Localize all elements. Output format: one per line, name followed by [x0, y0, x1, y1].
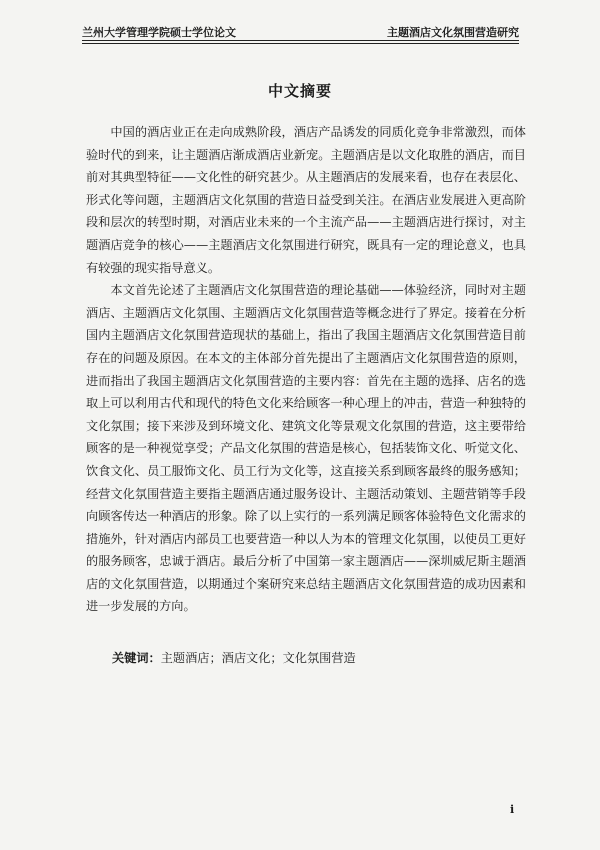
keywords-line	[112, 649, 532, 667]
abstract-paragraph-2: 本文首先论述了主题酒店文化氛围营造的理论基础——体验经济，同时对主题酒店、主题酒店文化氛围、主题酒店文化氛围营造等概念进行了界定。接着在分析国内主题酒店文化氛围营造现状的基础上，指出了我国主题酒店文化氛围营造目前存在的问题及原因。在本文的主体部分首先提出了主题酒店文化氛围营造的原则，进而指出了我国主题酒店文化氛围营造的主要内容：首先在主题的选择、店名的选取上可以利用古代和现代的特色文化来给顾客一种心理上的冲击，营造一种独特的文化氛围；接下来涉及到环境文化、建筑文化等景观文化氛围的营造，这主要带给顾客的是一种视觉享受；产品文化氛围的营造是核心，包括装饰文化、听觉文化、饮食文化、员工服饰文化、员工行为文化等，这直接关系到顾客最终的服务感知；经营文化氛围营造主要指主题酒店通过服务设计、主题活动策划、主题营销等手段向顾客传达一种酒店的形象。除了以上实行的一系列满足顾客体验特色文化需求的措施外，针对酒店内部员工也要营造一种以人为本的管理文化氛围，以使员工更好的服务顾客，忠诚于酒店。最后分析了中国第一家主题酒店——深圳威尼斯主题酒店的文化氛围营造，以期通过个案研究来总结主题酒店文化氛围营造的成功因素和进一步发展的方向。	[86, 283, 526, 614]
abstract-paragraph-1: 中国的酒店业正在走向成熟阶段，酒店产品诱发的同质化竞争非常激烈，而体验时代的到来，让主题酒店渐成酒店业新宠。主题酒店是以文化取胜的酒店，而目前对其典型特征——文化性的研究甚少。从主题酒店的发展来看，也存在表层化、形式化等问题，主题酒店文化氛围的营造日益受到关注。在酒店业发展进入更高阶段和层次的转型时期，对酒店业未来的一个主流产品——主题酒店进行探讨，对主题酒店竞争的核心——主题酒店文化氛围进行研究，既具有一定的理论意义，也具有较强的现实指导意义。	[86, 125, 526, 275]
header-right-topic: 主题酒店文化氛围营造研究	[387, 26, 519, 39]
abstract-title: 中文摘要	[267, 82, 332, 100]
keywords-label: 关键词：	[112, 651, 161, 665]
header-left-thesis-title: 兰州大学管理学院硕士学位论文	[82, 26, 236, 39]
header-rule-thin	[82, 43, 519, 44]
keywords-text: 主题酒店；酒店文化；文化氛围营造	[160, 651, 356, 665]
page-number: i	[510, 803, 515, 816]
running-header	[82, 22, 519, 40]
header-rule-thick	[82, 40, 519, 41]
abstract-body	[86, 121, 526, 618]
